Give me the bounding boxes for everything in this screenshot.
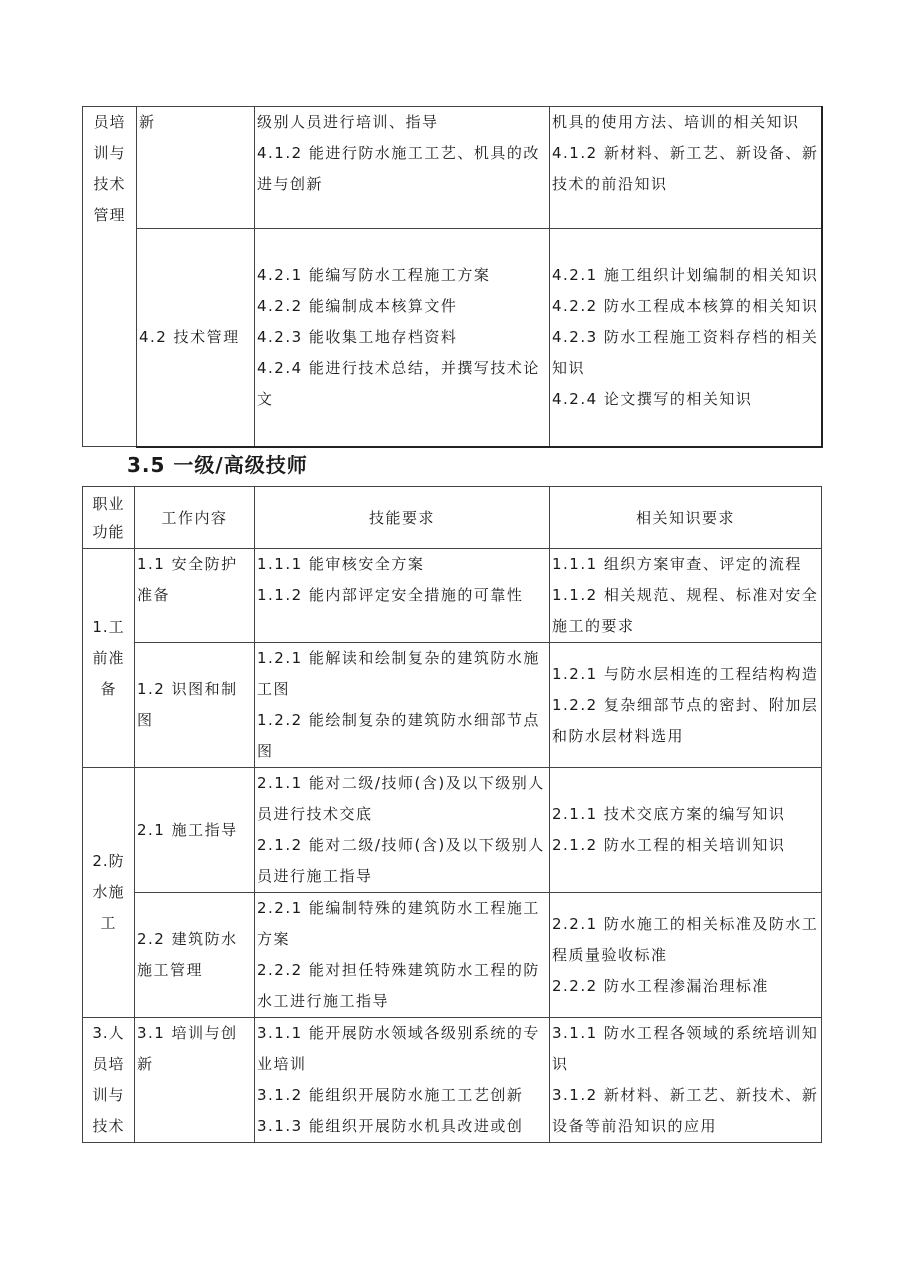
skill-item: 1.1.2 能内部评定安全措施的可靠性 — [257, 586, 524, 604]
function-line: 训与 — [93, 144, 126, 162]
table-row — [83, 893, 822, 1018]
function-line: 员培 — [93, 113, 126, 131]
table-row — [83, 229, 822, 447]
function-line: 备 — [100, 679, 117, 698]
work-content-cell: 1.2 识图和制图 — [135, 643, 255, 768]
knowledge-item: 1.1.2 相关规范、规程、标准对安全施工的要求 — [552, 586, 819, 635]
skill-item: 2.1.1 能对二级/技师(含)及以下级别人员进行技术交底 — [257, 774, 545, 823]
knowledge-item: 2.1.2 防水工程的相关培训知识 — [552, 836, 786, 854]
skill-item: 4.2.3 能收集工地存档资料 — [257, 327, 458, 346]
work-content-cell: 新 — [137, 107, 255, 229]
table-header-row — [83, 487, 822, 549]
skills-cell — [255, 893, 550, 1018]
knowledge-item: 1.2.2 复杂细部节点的密封、附加层和防水层材料选用 — [552, 695, 819, 745]
knowledge-cell — [550, 549, 822, 643]
work-content-cell: 2.1 施工指导 — [135, 768, 255, 893]
header-function-line: 功能 — [92, 522, 125, 541]
header-knowledge: 相关知识要求 — [550, 487, 822, 549]
knowledge-item: 2.1.1 技术交底方案的编写知识 — [552, 805, 786, 823]
knowledge-item: 4.2.1 施工组织计划编制的相关知识 — [552, 265, 819, 284]
skill-item: 1.1.1 能审核安全方案 — [257, 555, 425, 573]
function-line: 水施 — [92, 883, 125, 901]
header-skills: 技能要求 — [255, 487, 550, 549]
knowledge-item: 4.1.2 新材料、新工艺、新设备、新技术的前沿知识 — [552, 144, 819, 193]
section-title: 3.5 一级/高级技师 — [127, 453, 308, 477]
knowledge-cell — [550, 643, 822, 768]
function-cell — [83, 107, 137, 447]
function-cell — [83, 549, 135, 768]
skill-item: 2.2.1 能编制特殊的建筑防水工程施工方案 — [257, 899, 540, 948]
function-line: 技术 — [92, 1117, 125, 1135]
skills-cell — [255, 768, 550, 893]
skills-requirements-table — [82, 486, 822, 1143]
skills-cell — [255, 107, 550, 229]
skill-item: 4.2.1 能编写防水工程施工方案 — [257, 265, 491, 284]
skill-item: 4.2.2 能编制成本核算文件 — [257, 296, 458, 315]
knowledge-item: 4.2.3 防水工程施工资料存档的相关知识 — [552, 327, 819, 377]
function-cell — [83, 1018, 135, 1143]
skill-item: 4.2.4 能进行技术总结，并撰写技术论文 — [257, 358, 540, 408]
function-line: 技术 — [93, 175, 126, 193]
work-content-cell: 3.1 培训与创新 — [135, 1018, 255, 1143]
work-content-cell: 2.2 建筑防水施工管理 — [135, 893, 255, 1018]
table-row — [83, 1018, 822, 1143]
skill-item: 3.1.3 能组织开展防水机具改进或创 — [257, 1117, 524, 1135]
knowledge-item: 2.2.2 防水工程渗漏治理标准 — [552, 976, 769, 995]
table-row — [83, 549, 822, 643]
function-cell — [83, 768, 135, 1018]
skills-cell — [255, 1018, 550, 1143]
header-function-line: 职业 — [92, 494, 125, 513]
knowledge-item: 4.2.4 论文撰写的相关知识 — [552, 389, 753, 408]
skills-cell — [255, 229, 550, 447]
knowledge-cell — [550, 229, 822, 447]
function-line: 1.工 — [92, 617, 125, 636]
function-line: 管理 — [93, 206, 126, 224]
skill-item: 4.1.2 能进行防水施工工艺、机具的改进与创新 — [257, 144, 540, 193]
skill-item: 1.2.1 能解读和绘制复杂的建筑防水施工图 — [257, 649, 540, 698]
skill-item: 1.2.2 能绘制复杂的建筑防水细部节点图 — [257, 711, 540, 760]
continued-skills-table — [82, 106, 823, 448]
skills-cell — [255, 643, 550, 768]
knowledge-cell — [550, 107, 822, 229]
skill-item: 3.1.2 能组织开展防水施工工艺创新 — [257, 1086, 524, 1104]
knowledge-cell — [550, 893, 822, 1018]
knowledge-item: 3.1.2 新材料、新工艺、新技术、新设备等前沿知识的应用 — [552, 1086, 819, 1135]
work-content-cell: 4.2 技术管理 — [137, 229, 255, 447]
table-row — [83, 643, 822, 768]
skills-cell — [255, 549, 550, 643]
knowledge-item: 机具的使用方法、培训的相关知识 — [552, 113, 800, 131]
knowledge-item: 4.2.2 防水工程成本核算的相关知识 — [552, 296, 819, 315]
header-function — [83, 487, 135, 549]
skill-item: 3.1.1 能开展防水领域各级别系统的专业培训 — [257, 1024, 540, 1073]
header-work-content: 工作内容 — [135, 487, 255, 549]
knowledge-cell — [550, 768, 822, 893]
function-line: 2.防 — [92, 852, 125, 870]
work-content-cell: 1.1 安全防护准备 — [135, 549, 255, 643]
table-row — [83, 107, 822, 229]
function-line: 工 — [100, 914, 117, 932]
skill-item: 2.2.2 能对担任特殊建筑防水工程的防水工进行施工指导 — [257, 961, 540, 1010]
knowledge-item: 3.1.1 防水工程各领域的系统培训知识 — [552, 1024, 819, 1073]
knowledge-cell — [550, 1018, 822, 1143]
skill-item: 2.1.2 能对二级/技师(含)及以下级别人员进行施工指导 — [257, 836, 545, 885]
knowledge-item: 2.2.1 防水施工的相关标准及防水工程质量验收标准 — [552, 914, 819, 964]
function-line: 3.人 — [92, 1024, 125, 1042]
knowledge-item: 1.1.1 组织方案审查、评定的流程 — [552, 555, 802, 573]
function-line: 前准 — [92, 648, 125, 667]
skill-item: 级别人员进行培训、指导 — [257, 113, 439, 131]
knowledge-item: 1.2.1 与防水层相连的工程结构构造 — [552, 664, 819, 683]
function-line: 员培 — [92, 1055, 125, 1073]
table-row — [83, 768, 822, 893]
function-line: 训与 — [92, 1086, 125, 1104]
